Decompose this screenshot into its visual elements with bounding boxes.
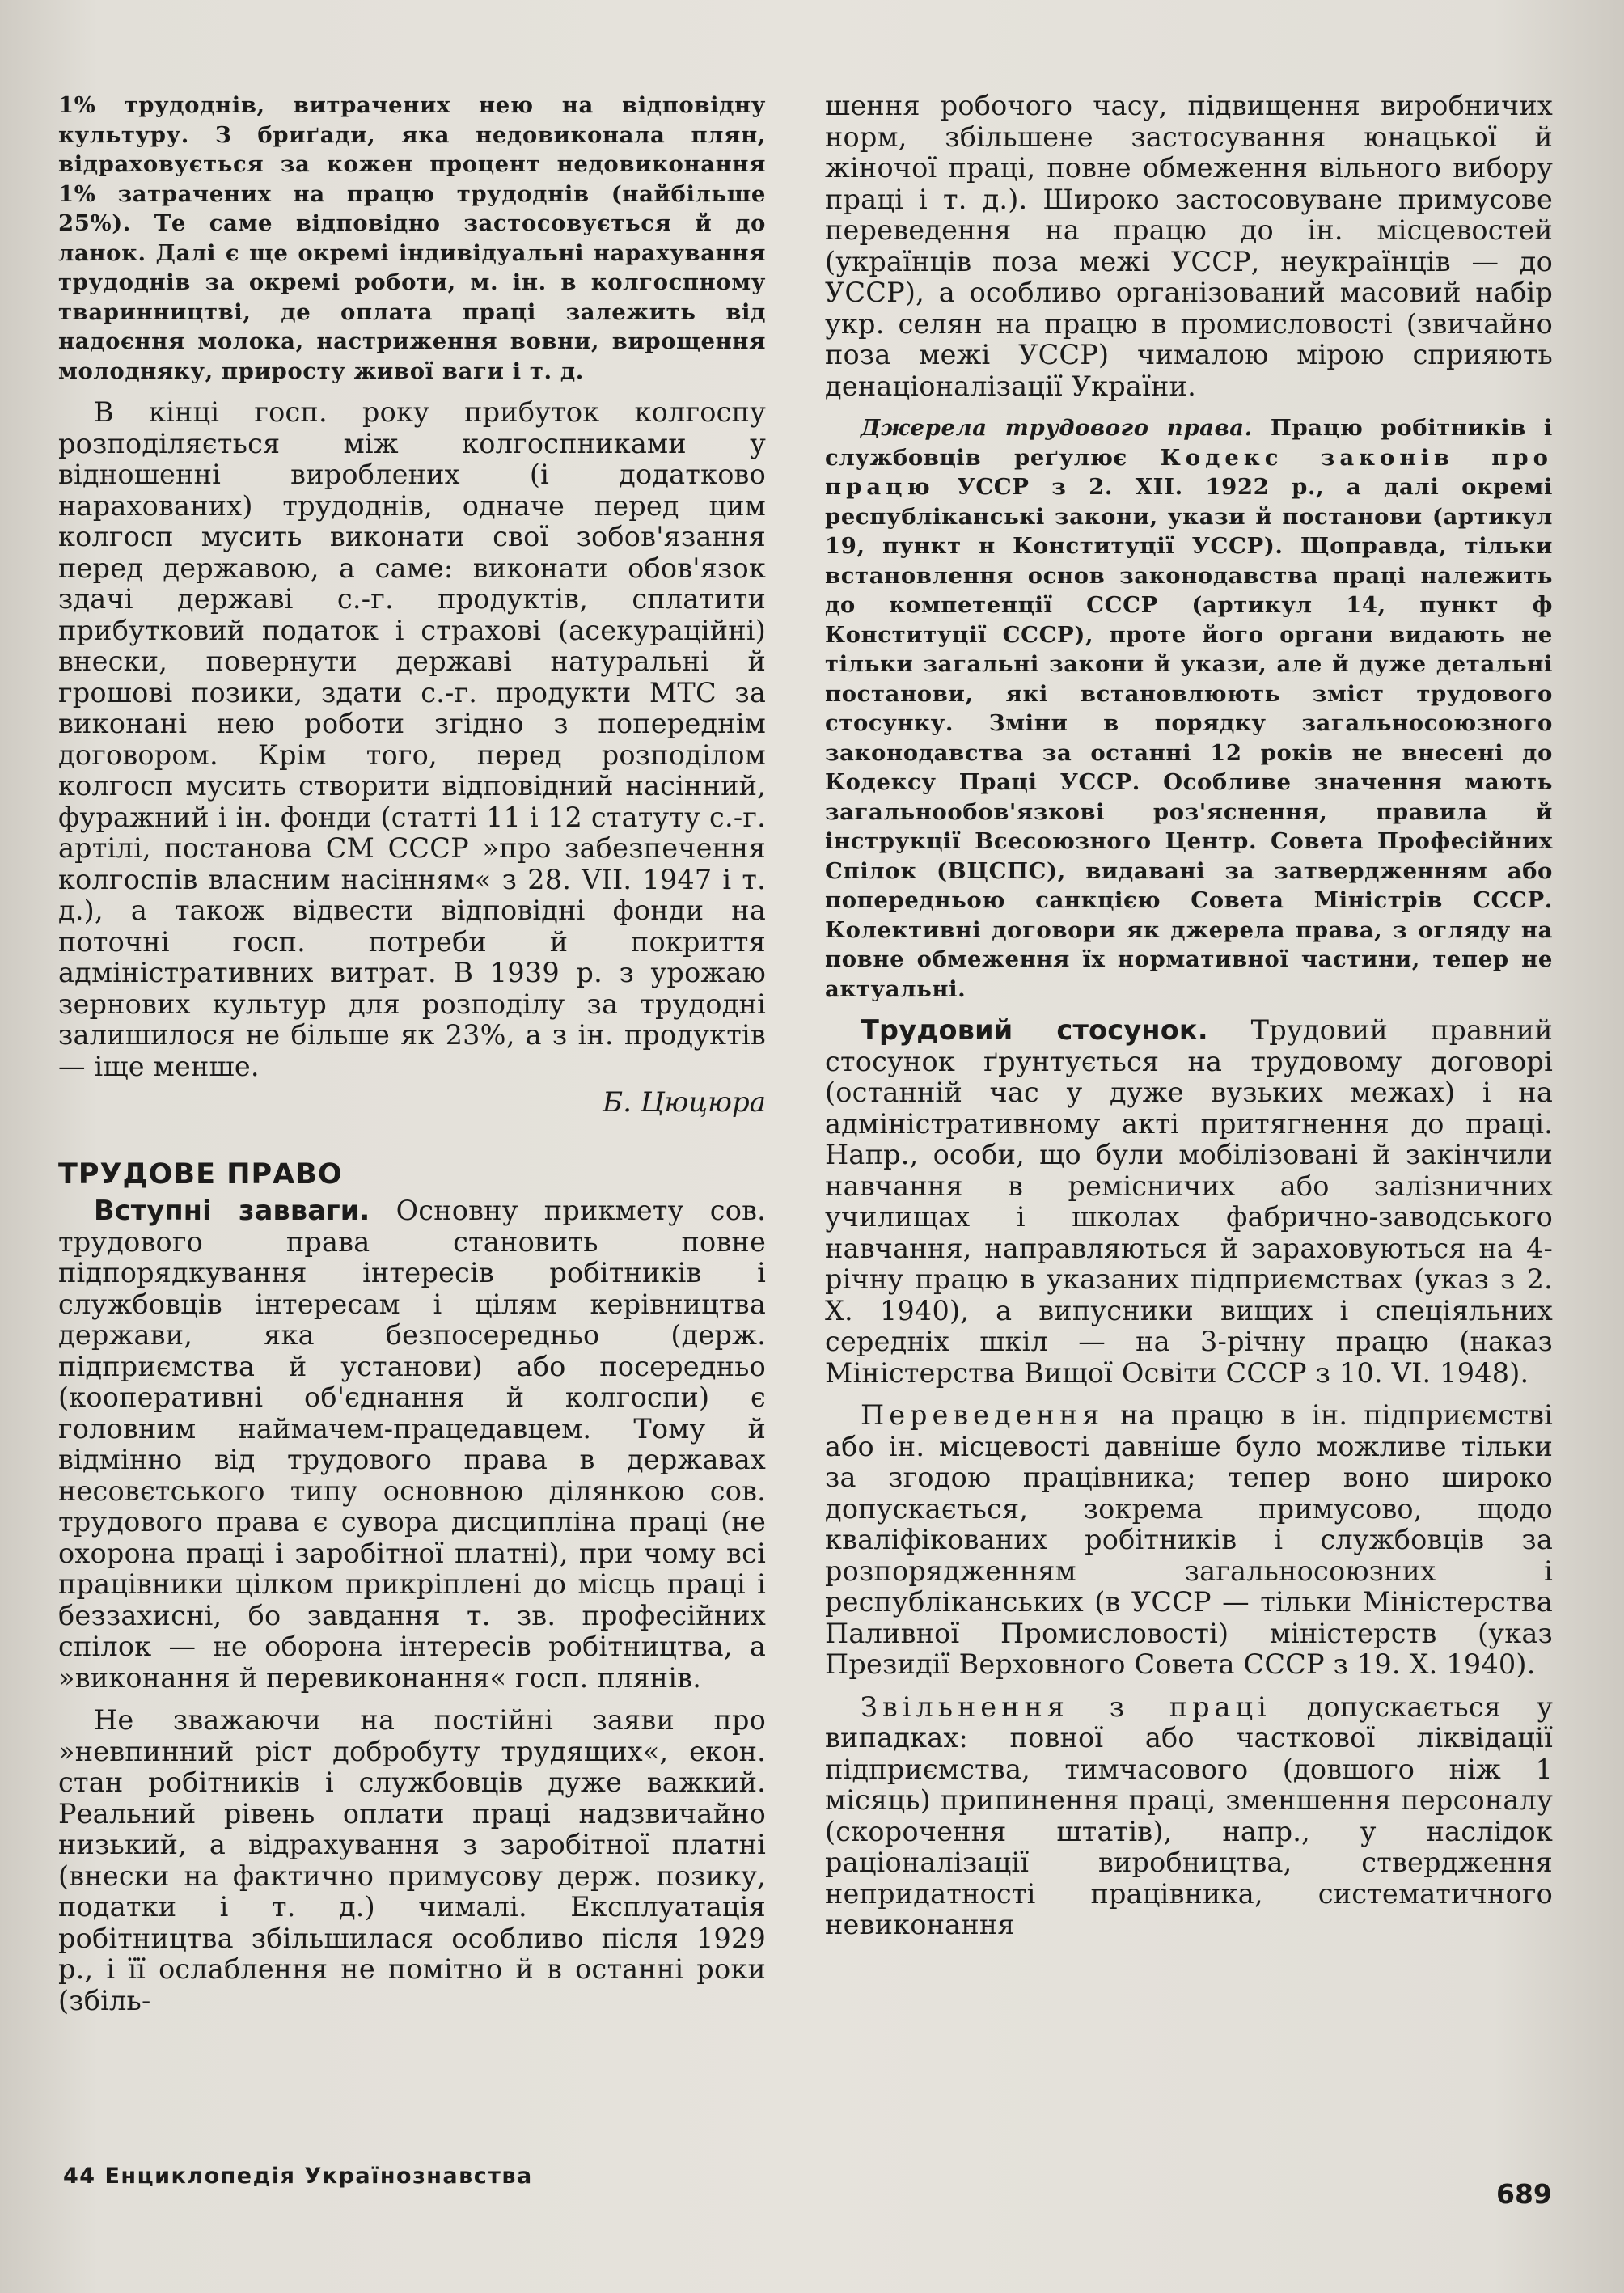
transfer-text: на працю в ін. підприємстві або ін. місцевості давніше було можливе тільки за згодою працівника; тепер воно широко допускається, зокрема примусово, щодо кваліфікованих робітників і службовців за розпорядженням загальносоюзних і республіканських (в УССР — тільки Міністерства Паливної Промисловості) міністерств (указ Президії Верховного Совета СССР з 19. X. 1940). xyxy=(825,1399,1553,1680)
spaced-term-transfer: Переведення xyxy=(861,1399,1105,1431)
right-column xyxy=(825,91,1553,1941)
paragraph-intro-text: Основну прикмету сов. трудового права становить повне підпорядкування інтересів робітників і службовців інтересам і цілям керівництва держави, яка безпосередньо (держ. підприємства й установи) або посередньо (кооперативні об'єднання й колгоспи) є головним наймачем-працедавцем. Тому й відмінно від трудового права в державах несовєтського типу основною ділянкою сов. трудового права є сувора дисципліна праці (не охорона праці і заробітної платні), при чому всі працівники цілком прикріплені до місць праці і беззахисні, бо завдання т. зв. професійних спілок — не оборона інтересів робітництва, а »виконання й перевиконання« госп. плянів. xyxy=(58,1195,766,1694)
paragraph-introductory-remarks xyxy=(58,1195,766,1694)
runin-heading-sources: Джерела трудового права. xyxy=(861,415,1253,441)
paragraph-trudodni-calc: 1% трудоднів, витрачених нею на відповідну культуру. З бриґади, яка недовиконала плян, відраховується за кожен процент недовиконання 1% затрачених на працю трудоднів (найбільше 25%). Те саме відповідно застосовується й до ланок. Далі є ще окремі індивідуальні нарахування трудоднів за окремі роботи, м. ін. в колгоспному тваринництві, де оплата праці залежить від надоєння молока, настриження вовни, вирощення молодняку, приросту живої ваги і т. д. xyxy=(58,92,766,384)
sources-text-a: Працю робітників і службовців реґулює xyxy=(825,415,1553,471)
paragraph-labor-relationship xyxy=(825,1015,1553,1389)
footer-signature-line: 44 Енциклопедія Українознавства xyxy=(63,2164,533,2189)
page-number: 689 xyxy=(1496,2178,1552,2210)
spaced-term-dismissal: Звільнення з праці xyxy=(861,1690,1271,1723)
paragraph-sources-of-law xyxy=(825,413,1553,1004)
paragraph-economic-condition: Не зважаючи на постійні заяви про »невпинний ріст добробуту трудящих«, екон. стан робітників і службовців дуже важкий. Реальний рівень оплати праці надзвичайно низький, а відрахування з заробітної платні (внески на фактично примусову держ. позику, податки і т. д.) чималі. Експлуатація робітництва збільшилася особливо після 1929 р., і її ослаблення не помітно й в останні роки (збіль- xyxy=(58,1704,766,2016)
relationship-text: Трудовий правний стосунок ґрунтується на трудовому договорі (останній час у дуже вузьких межах) і на адміністративному акті притягнення до праці. Напр., особи, що були мобілізовані й закінчили навчання в ремісничих або залізничних училищах і школах фабрично-заводського навчання, направляються й зараховуються на 4-річну працю в указаних підприємствах (указ з 2. X. 1940), а випусники вищих і спеціяльних середніх шкіл — на 3-річну працю (наказ Міністерства Вищої Освіти СССР з 10. VI. 1948). xyxy=(825,1014,1553,1389)
runin-heading-intro: Вступні завваги. xyxy=(94,1195,370,1226)
paragraph-dismissal xyxy=(825,1692,1553,1941)
sources-text-b: УССР з 2. XII. 1922 р., а далі окремі республіканські закони, укази й постанови (артикул 19, пункт н Конституції УССР). Щоправда, тільки встановлення основ законодавства праці належить до компетенції СССР (артикул 14, пункт ф Конституції СССР), проте його органи видають не тільки загальні закони й укази, але й дуже детальні постанови, які встановлюють зміст трудового стосунку. Зміни в порядку загальносоюзного законодавства за останні 12 років не внесені до Кодексу Праці УССР. Особливе значення мають загальнообов'язкові роз'яснення, правила й інструкції Всесоюзного Центр. Совета Професійних Спілок (ВЦСПС), видавані за затвердженням або попередньою санкцією Совета Міністрів СССР. Колективні договори як джерела права, з огляду на повне обмеження їх нормативної частини, тепер не актуальні. xyxy=(825,474,1553,1002)
paragraph-profit-distribution: В кінці госп. року прибуток колгоспу розподіляється між колгоспниками у відношенні вироблених (і додатково нарахованих) трудоднів, одначе перед цим колгосп мусить виконати свої зобов'язання перед державою, а саме: виконати обов'язок здачі державі с.-г. продуктів, сплатити прибутковий податок і страхові (асекураційні) внески, повернути державі натуральні й грошові позики, здати с.-г. продукти МТС за виконані нею роботи згідно з попереднім договором. Крім того, перед розподілом колгосп мусить створити відповідний насінний, фуражний і ін. фонди (статті 11 і 12 статуту с.-г. артілі, постанова СМ СССР »про забезпечення колгоспів власним насінням« з 28. VII. 1947 і т. д.), а також відвести відповідні фонди на поточні госп. потреби й покриття адміністративних витрат. В 1939 р. з урожаю зернових культур для розподілу за трудодні залишилося не більше як 23%, а з ін. продуктів — іще менше. xyxy=(58,396,766,1082)
author-signature: Б. Цюцюра xyxy=(603,1086,766,1119)
paragraph-continuation: шення робочого часу, підвищення виробничих норм, збільшене застосування юнацької й жіночої праці, повне обмеження вільного вибору праці і т. д.). Широко застосовуване примусове переведення на працю до ін. місцевостей (українців поза межі УССР, неукраїнців — до УССР), а особливо організований масовий набір укр. селян на працю в промисловості (звичайно поза межі УССР) чималою мірою сприяють денаціоналізації України. xyxy=(825,90,1553,402)
left-column xyxy=(58,91,766,2016)
sources-code-title: Кодекс законів про працю xyxy=(825,444,1553,500)
runin-heading-relationship: Трудовий стосунок. xyxy=(861,1014,1208,1046)
dismissal-text: допускається у випадках: повної або часткової ліквідації підприємства, тимчасового (довшого ніж 1 місяць) припинення праці, зменшення персоналу (скорочення штатів), напр., у наслідок раціоналізації виробництва, ствердження непридатності працівника, систематичного невиконання xyxy=(825,1690,1553,1940)
paragraph-transfer xyxy=(825,1400,1553,1681)
section-heading: ТРУДОВЕ ПРАВО xyxy=(58,1158,343,1191)
